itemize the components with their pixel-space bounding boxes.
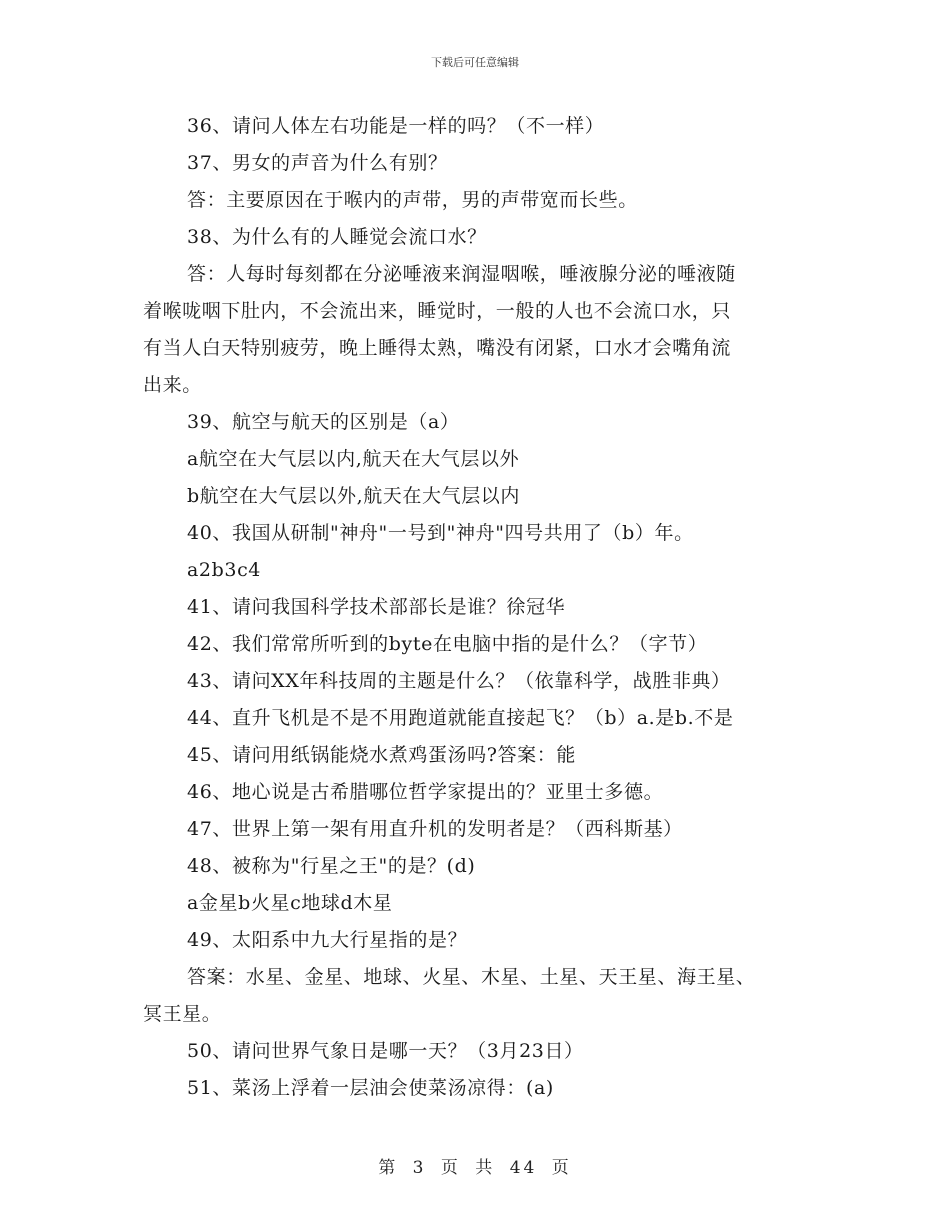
text-line: 答：主要原因在于喉内的声带，男的声带宽而长些。	[187, 189, 638, 211]
text-line: 出来。	[143, 374, 202, 396]
text-line: 答：人每时每刻都在分泌唾液来润湿咽喉，唾液腺分泌的唾液随	[187, 263, 736, 285]
text-line: 36、请问人体左右功能是一样的吗？（不一样）	[187, 115, 605, 137]
text-line: 答案：水星、金星、地球、火星、木星、土星、天王星、海王星、	[187, 966, 756, 988]
text-line: 39、航空与航天的区别是（a）	[187, 411, 460, 433]
page-header: 下载后可任意编辑	[431, 56, 519, 69]
text-line: a2b3c4	[187, 559, 261, 581]
text-line: a航空在大气层以内,航天在大气层以外	[187, 448, 520, 470]
text-line: 37、男女的声音为什么有别？	[187, 152, 448, 174]
page-footer: 第 3 页 共 44 页	[378, 1158, 572, 1178]
text-line: 45、请问用纸锅能烧水煮鸡蛋汤吗?答案：能	[187, 744, 576, 766]
text-line: 51、菜汤上浮着一层油会使菜汤凉得：(a)	[187, 1077, 554, 1099]
text-line: 着喉咙咽下肚内，不会流出来，睡觉时，一般的人也不会流口水，只	[143, 300, 732, 322]
text-line: 41、请问我国科学技术部部长是谁？徐冠华	[187, 596, 566, 618]
text-line: 44、直升飞机是不是不用跑道就能直接起飞？（b）a.是b.不是	[187, 707, 734, 729]
text-line: 49、太阳系中九大行星指的是？	[187, 929, 468, 951]
text-line: 48、被称为"行星之王"的是？(d)	[187, 855, 476, 877]
text-line: 42、我们常常所听到的byte在电脑中指的是什么？（字节）	[187, 633, 708, 655]
text-line: 50、请问世界气象日是哪一天？（3月23日）	[187, 1040, 584, 1062]
text-line: 有当人白天特别疲劳，晚上睡得太熟，嘴没有闭紧，口水才会嘴角流	[143, 337, 732, 359]
text-line: 43、请问XX年科技周的主题是什么？（依靠科学，战胜非典）	[187, 670, 731, 692]
document-body	[143, 108, 815, 1107]
text-line: a金星b火星c地球d木星	[187, 892, 393, 914]
text-line: 38、为什么有的人睡觉会流口水？	[187, 226, 487, 248]
text-line: 40、我国从研制"神舟"一号到"神舟"四号共用了（b）年。	[187, 522, 694, 544]
text-line: 冥王星。	[143, 1003, 222, 1025]
text-line: b航空在大气层以外,航天在大气层以内	[187, 485, 521, 507]
text-line: 47、世界上第一架有用直升机的发明者是？（西科斯基）	[187, 818, 683, 840]
text-line: 46、地心说是古希腊哪位哲学家提出的？亚里士多德。	[187, 781, 664, 803]
